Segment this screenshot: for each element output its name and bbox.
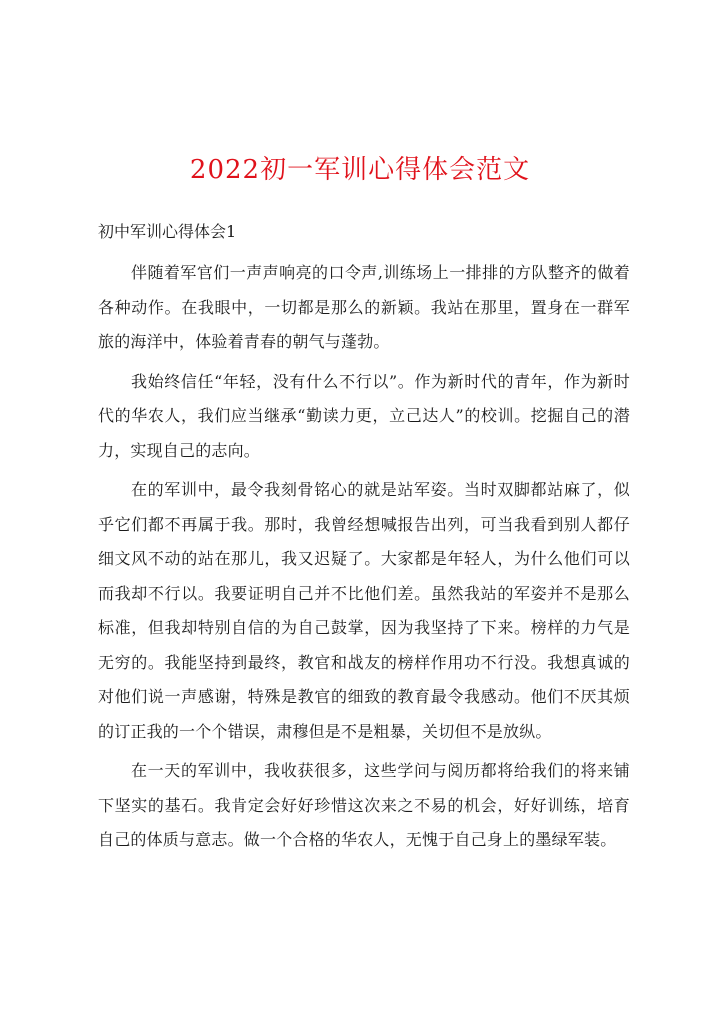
document-title: 2022初一军训心得体会范文	[189, 155, 531, 185]
paragraph-1: 伴随着军官们一声声响亮的口令声,训练场上一排排的方队整齐的做着各种动作。在我眼中，一切都是那么的新颖。我站在那里，置身在一群军旅的海洋中，体验着青春的朝气与蓬勃。	[98, 263, 630, 351]
paragraph-3: 在的军训中，最令我刻骨铭心的就是站军姿。当时双脚都站麻了，似乎它们都不再属于我。那时，我曾经想喊报告出列，可当我看到别人都仔细文风不动的站在那儿，我又迟疑了。大家都是年轻人，为什么他们可以而我却不行以。我要证明自己并不比他们差。虽然我站的军姿并不是那么标准，但我却特别自信的为自己鼓掌，因为我坚持了下来。榜样的力气是无穷的。我能坚持到最终，教官和战友的榜样作用功不行没。我想真诚的对他们说一声感谢，特殊是教官的细致的教育最令我感动。他们不厌其烦的订正我的一个个错误，肃穆但是不是粗暴，关切但不是放纵。	[98, 480, 630, 741]
paragraph-2: 我始终信任“年轻，没有什么不行以”。作为新时代的青年，作为新时代的华农人，我们应当继承“勤读力更，立己达人”的校训。挖掘自己的潜力，实现自己的志向。	[98, 371, 630, 460]
paragraph-4: 在一天的军训中，我收获很多，这些学问与阅历都将给我们的将来铺下坚实的基石。我肯定会好好珍惜这次来之不易的机会，好好训练，培育自己的体质与意志。做一个合格的华农人，无愧于自己身上的墨绿军装。	[98, 761, 630, 849]
document-body	[98, 256, 630, 863]
section-heading: 初中军训心得体会1	[98, 222, 237, 241]
